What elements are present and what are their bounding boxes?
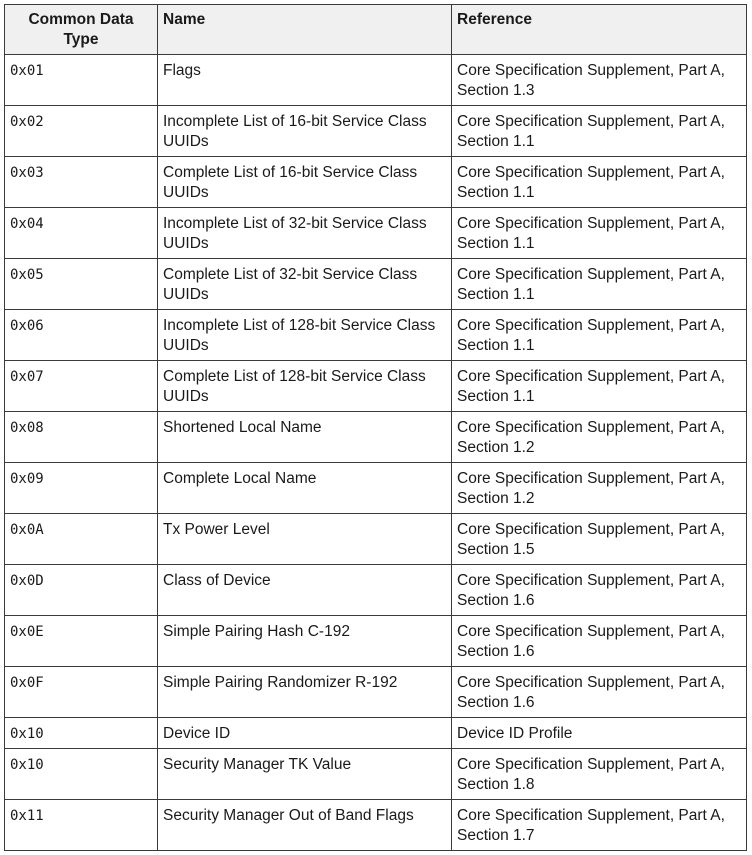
table-row: [5, 55, 747, 106]
name-cell: Incomplete List of 16-bit Service Class UUIDs: [158, 106, 452, 157]
name-cell: Device ID: [158, 718, 452, 749]
name-cell: Security Manager TK Value: [158, 749, 452, 800]
type-cell: 0x0F: [5, 667, 158, 718]
name-cell: Simple Pairing Hash C-192: [158, 616, 452, 667]
reference-cell: Core Specification Supplement, Part A, Section 1.1: [452, 310, 747, 361]
header-name: Name: [158, 5, 452, 55]
name-cell: Tx Power Level: [158, 514, 452, 565]
type-cell: 0x08: [5, 412, 158, 463]
table-row: [5, 310, 747, 361]
type-cell: 0x07: [5, 361, 158, 412]
table-row: [5, 565, 747, 616]
reference-cell: Core Specification Supplement, Part A, Section 1.3: [452, 55, 747, 106]
table-row: [5, 800, 747, 851]
table-row: [5, 208, 747, 259]
table-row: [5, 157, 747, 208]
type-cell: 0x02: [5, 106, 158, 157]
type-cell: 0x0E: [5, 616, 158, 667]
reference-cell: Core Specification Supplement, Part A, Section 1.1: [452, 361, 747, 412]
name-cell: Complete List of 16-bit Service Class UUIDs: [158, 157, 452, 208]
table-row: [5, 463, 747, 514]
name-cell: Incomplete List of 128-bit Service Class UUIDs: [158, 310, 452, 361]
name-cell: Class of Device: [158, 565, 452, 616]
table-row: [5, 718, 747, 749]
reference-cell: Core Specification Supplement, Part A, Section 1.1: [452, 157, 747, 208]
reference-cell: Device ID Profile: [452, 718, 747, 749]
reference-cell: Core Specification Supplement, Part A, Section 1.6: [452, 565, 747, 616]
table-row: [5, 259, 747, 310]
type-cell: 0x0A: [5, 514, 158, 565]
table-row: [5, 616, 747, 667]
table-row: [5, 106, 747, 157]
type-cell: 0x06: [5, 310, 158, 361]
type-cell: 0x10: [5, 718, 158, 749]
table-row: [5, 514, 747, 565]
name-cell: Complete List of 128-bit Service Class UUIDs: [158, 361, 452, 412]
reference-cell: Core Specification Supplement, Part A, Section 1.5: [452, 514, 747, 565]
reference-cell: Core Specification Supplement, Part A, Section 1.7: [452, 800, 747, 851]
name-cell: Flags: [158, 55, 452, 106]
reference-cell: Core Specification Supplement, Part A, Section 1.1: [452, 106, 747, 157]
type-cell: 0x0D: [5, 565, 158, 616]
ad-types-table: [4, 4, 747, 851]
table-row: [5, 667, 747, 718]
type-cell: 0x11: [5, 800, 158, 851]
name-cell: Complete List of 32-bit Service Class UUIDs: [158, 259, 452, 310]
header-reference: Reference: [452, 5, 747, 55]
type-cell: 0x03: [5, 157, 158, 208]
header-row: [5, 5, 747, 55]
type-cell: 0x10: [5, 749, 158, 800]
table-row: [5, 749, 747, 800]
reference-cell: Core Specification Supplement, Part A, Section 1.1: [452, 208, 747, 259]
reference-cell: Core Specification Supplement, Part A, Section 1.6: [452, 667, 747, 718]
name-cell: Complete Local Name: [158, 463, 452, 514]
name-cell: Incomplete List of 32-bit Service Class UUIDs: [158, 208, 452, 259]
type-cell: 0x01: [5, 55, 158, 106]
reference-cell: Core Specification Supplement, Part A, Section 1.2: [452, 412, 747, 463]
reference-cell: Core Specification Supplement, Part A, Section 1.6: [452, 616, 747, 667]
reference-cell: Core Specification Supplement, Part A, Section 1.8: [452, 749, 747, 800]
table-row: [5, 412, 747, 463]
table-row: [5, 361, 747, 412]
name-cell: Shortened Local Name: [158, 412, 452, 463]
reference-cell: Core Specification Supplement, Part A, Section 1.1: [452, 259, 747, 310]
name-cell: Security Manager Out of Band Flags: [158, 800, 452, 851]
type-cell: 0x05: [5, 259, 158, 310]
header-common-data-type: Common Data Type: [5, 5, 158, 55]
name-cell: Simple Pairing Randomizer R-192: [158, 667, 452, 718]
type-cell: 0x04: [5, 208, 158, 259]
type-cell: 0x09: [5, 463, 158, 514]
reference-cell: Core Specification Supplement, Part A, Section 1.2: [452, 463, 747, 514]
